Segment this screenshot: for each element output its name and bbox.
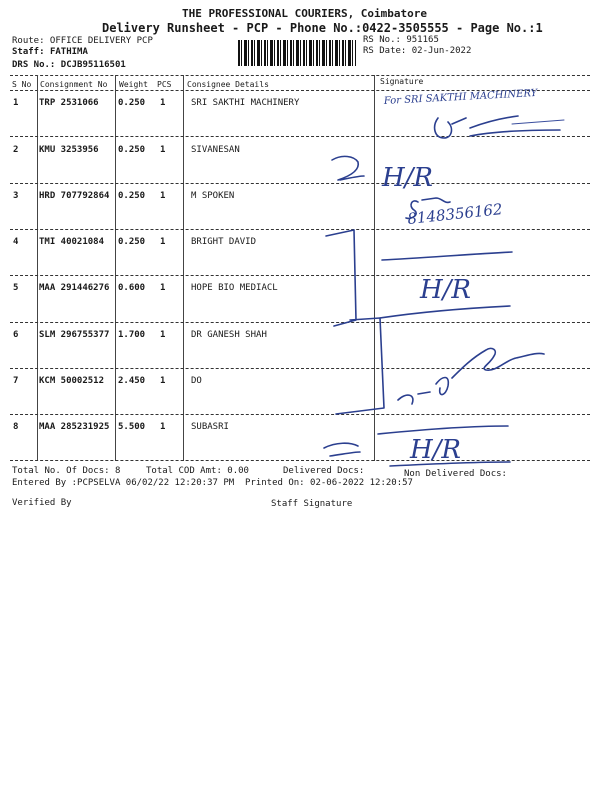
- row-sno: 8: [13, 422, 19, 432]
- signature-row1: [435, 116, 560, 138]
- row-weight: 0.250: [118, 98, 146, 108]
- row-weight: 0.600: [118, 283, 146, 293]
- row-consignment: SLM 296755377: [39, 330, 110, 340]
- row-weight: 5.500: [118, 422, 146, 432]
- row-weight: 0.250: [118, 191, 146, 201]
- route: Route: OFFICE DELIVERY PCP: [12, 36, 153, 46]
- row-consignee: SUBASRI: [191, 422, 229, 432]
- row-consignee: DR GANESH SHAH: [191, 330, 267, 340]
- row-consignee: SRI SAKTHI MACHINERY: [191, 98, 300, 108]
- row-pcs: 1: [160, 237, 166, 247]
- col-sno: S No: [12, 80, 32, 89]
- rs-number: RS No.: 951165: [363, 35, 439, 45]
- printed-on: Printed On: 02-06-2022 12:20:57: [245, 478, 413, 488]
- row-sno: 3: [13, 191, 19, 201]
- row-consignment: HRD 707792864: [39, 191, 110, 201]
- col-weight: Weight: [119, 80, 148, 89]
- hr-mark-row5: H/R: [420, 275, 472, 305]
- col-pcs: PCS: [157, 80, 172, 89]
- arrow-mark-row2: [332, 156, 364, 180]
- row-weight: 0.250: [118, 145, 146, 155]
- row-consignee: SIVANESAN: [191, 145, 240, 155]
- staff-signature: Staff Signature: [271, 499, 353, 509]
- row-sno: 4: [13, 237, 19, 247]
- drs-label: DRS No.:: [12, 60, 56, 70]
- drs-number: DCJB95116501: [60, 60, 126, 70]
- hr-mark-row8: H/R: [410, 435, 462, 465]
- row-weight: 1.700: [118, 330, 146, 340]
- col-signature: Signature: [380, 77, 424, 86]
- row-pcs: 1: [160, 145, 166, 155]
- non-delivered-docs: Non Delivered Docs:: [404, 469, 507, 479]
- delivered-docs: Delivered Docs:: [283, 466, 365, 476]
- row-sno: 2: [13, 145, 19, 155]
- hr-mark-row2: H/R: [382, 163, 434, 193]
- row-consignee: M SPOKEN: [191, 191, 235, 201]
- staff-name: FATHIMA: [49, 47, 88, 57]
- total-cod: Total COD Amt: 0.00: [146, 466, 249, 476]
- row-pcs: 1: [160, 422, 166, 432]
- signature-row7: [398, 348, 544, 404]
- row-sno: 1: [13, 98, 19, 108]
- company-title: THE PROFESSIONAL COURIERS, Coimbatore: [182, 7, 428, 20]
- total-docs: Total No. Of Docs: 8: [12, 466, 121, 476]
- col-consignment: Consignment No: [40, 80, 108, 89]
- row-consignee: HOPE BIO MEDIACL: [191, 283, 278, 293]
- entered-by: Entered By :PCPSELVA 06/02/22 12:20:37 PM: [12, 478, 235, 488]
- runsheet-title: Delivery Runsheet - PCP - Phone No.:0422-3505555 - Page No.:1: [102, 21, 543, 35]
- row-consignment: TRP 2531066: [39, 98, 99, 108]
- row-pcs: 1: [160, 283, 166, 293]
- row-pcs: 1: [160, 98, 166, 108]
- bracket-mark: [326, 230, 356, 326]
- staff-label: Staff:: [12, 47, 45, 57]
- bracket-mark-2: [336, 318, 384, 414]
- row-sno: 6: [13, 330, 19, 340]
- row-consignment: MAA 291446276: [39, 283, 110, 293]
- row-sno: 5: [13, 283, 19, 293]
- row-pcs: 1: [160, 376, 166, 386]
- row-pcs: 1: [160, 191, 166, 201]
- stamp-text: For SRI SAKTHI MACHINERY: [383, 87, 538, 107]
- arrow-mark-row8: [324, 443, 360, 456]
- row-consignment: TMI 40021084: [39, 237, 105, 247]
- col-consignee: Consignee Details: [187, 80, 269, 89]
- rs-date: RS Date: 02-Jun-2022: [363, 46, 472, 56]
- row-weight: 0.250: [118, 237, 146, 247]
- row-consignee: DO: [191, 376, 202, 386]
- row-weight: 2.450: [118, 376, 146, 386]
- phone-handwritten: 8148356162: [406, 200, 504, 228]
- row-consignment: KMU 3253956: [39, 145, 99, 155]
- row-consignee: BRIGHT DAVID: [191, 237, 257, 247]
- row-consignment: MAA 285231925: [39, 422, 110, 432]
- row-pcs: 1: [160, 330, 166, 340]
- row-sno: 7: [13, 376, 19, 386]
- row-consignment: KCM 50002512: [39, 376, 105, 386]
- verified-by: Verified By: [12, 498, 72, 508]
